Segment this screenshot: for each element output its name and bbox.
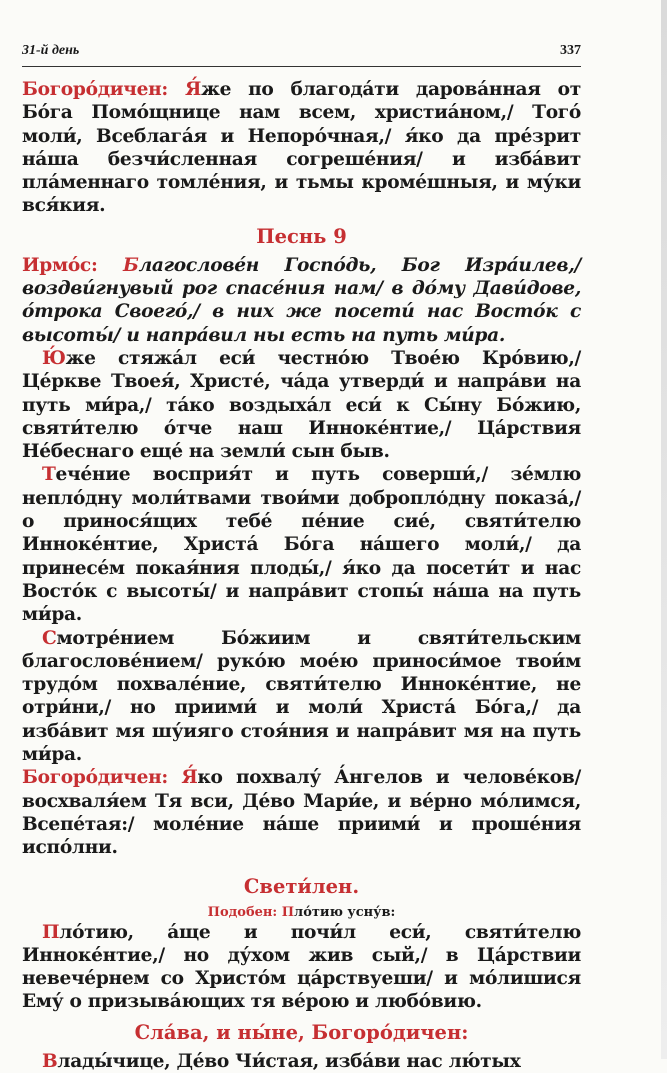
irmos-paragraph — [22, 254, 581, 347]
exapostilarion-heading: Свети́лен. — [243, 874, 360, 898]
section-label: Ирмо́с: — [22, 254, 123, 276]
paragraph-text: лагослове́н Госпо́дь, Бог Изра́илев,/ воздви́гнувый рог спасе́ния нам/ в до́му Дави́дове, о́трока Своего́,/ в них же посети́ нас Восто́к с высоты́/ и напра́вил ны есть на путь ми́ра. — [22, 254, 582, 346]
ode-9-heading: Песнь 9 — [256, 224, 347, 248]
page-edge — [661, 0, 667, 1059]
paragraph-text: ло́тию, а́ще и почи́л еси́, святи́телю Инноке́нтие,/ но ду́хом жив сый,/ в Ца́рствии невече́рнем со Христо́м ца́рствуеши/ и мо́лишися Ему́ о призыва́ющих тя ве́рою и любо́вию. — [22, 921, 581, 1013]
drop-initial: П — [42, 921, 60, 943]
paragraph-text: ече́ние восприя́т и путь соверши́,/ зе́млю непло́дну моли́твами твои́ми доброплo̒дну показа́,/ о принося́щих тебе́ пе́ние сие́, святи́телю Инноке́нтие, Христа́ Бо́га на́шего моли́,/ да принесе́м покая́ния плоды́,/ я́ко да посети́т и нас Восто́к с высоты́/ и напра́вит стопы́ на́ша на путь ми́ра. — [22, 464, 581, 626]
page-number: 337 — [560, 43, 581, 58]
podoben-text: ло́тию усну́в: — [294, 904, 396, 920]
drop-initial: Ю — [42, 347, 66, 369]
theotokion-ode8 — [22, 78, 581, 218]
paragraph-text: ́же по благода́ти дарова́нная от Бо́га Помо́щнице нам всем, христиа́ном,/ Того́ моли́, Всеблага́я и Непоро́чная,/ я́ко да пре́зрит на́ша безчи́сленная согреше́ния/ и изба́вит пла́меннаго томле́ния, и тьмы кроме́шныя, и му́ки вся́кия. — [22, 79, 581, 217]
paragraph-text: ́же стяжа́л еси́ честно́ю Твое́ю Кро́вию,/ Це́ркве Твоея́, Христе́, ча́да утверди́ и напра́ви на путь ми́ра,/ та́ко воздыха́л еси́ к Сы́ну Бо́жию, святи́телю о́тче наш Иннoке́нтие,/ Ца́рствия Не́беснаго еще́ на земли́ сын быв. — [22, 347, 581, 463]
paragraph-text: ́ко похвалу́ А́нгелов и челове́ков/ восхваля́ем Тя вси, Де́во Мари́е, и ве́рно мо́лимся, Всепе́тая:/ моле́ние на́ше приими́ и проше́ния испо́лни. — [22, 767, 581, 859]
drop-initial: С — [42, 627, 57, 649]
troparion-3 — [22, 627, 581, 767]
troparion-1 — [22, 347, 581, 463]
page-body — [22, 78, 581, 1073]
drop-initial: П — [281, 904, 295, 920]
drop-initial: Б — [123, 254, 139, 276]
page-header — [22, 38, 581, 67]
drop-initial: В — [42, 1050, 58, 1072]
drop-initial: Я — [184, 79, 202, 100]
running-title: 31-й день — [22, 43, 80, 58]
drop-initial: Т — [42, 464, 56, 486]
section-label: Богоро́дичен: — [22, 767, 182, 789]
podoben-line — [22, 904, 581, 921]
theotokion-final — [22, 1050, 581, 1073]
exapostilarion-text — [22, 921, 581, 1014]
troparion-2 — [22, 463, 581, 626]
glory-heading: Сла́ва, и ны́не, Богоро́дичен: — [134, 1020, 469, 1044]
drop-initial: Я — [181, 767, 198, 789]
section-label: Богоро́дичен: — [22, 79, 185, 100]
paragraph-text: мотре́нием Бо́жиим и святи́тельским благослове́нием/ руко́ю мое́ю принoси́мое твои́м трудо́м похвале́ние, святи́телю Иннoке́нтие, не отри́ни,/ но приими́ и моли́ Христа́ Бо́га,/ да изба́вит мя шу́ияго стоя́ния и напра́вит мя на путь ми́ра. — [22, 627, 581, 766]
paragraph-text: лады́чице, Де́во Чи́стая, изба́ви нас лю́тых — [57, 1050, 521, 1072]
theotokion-ode9 — [22, 766, 581, 859]
podoben-label: Подобен: — [207, 904, 282, 920]
